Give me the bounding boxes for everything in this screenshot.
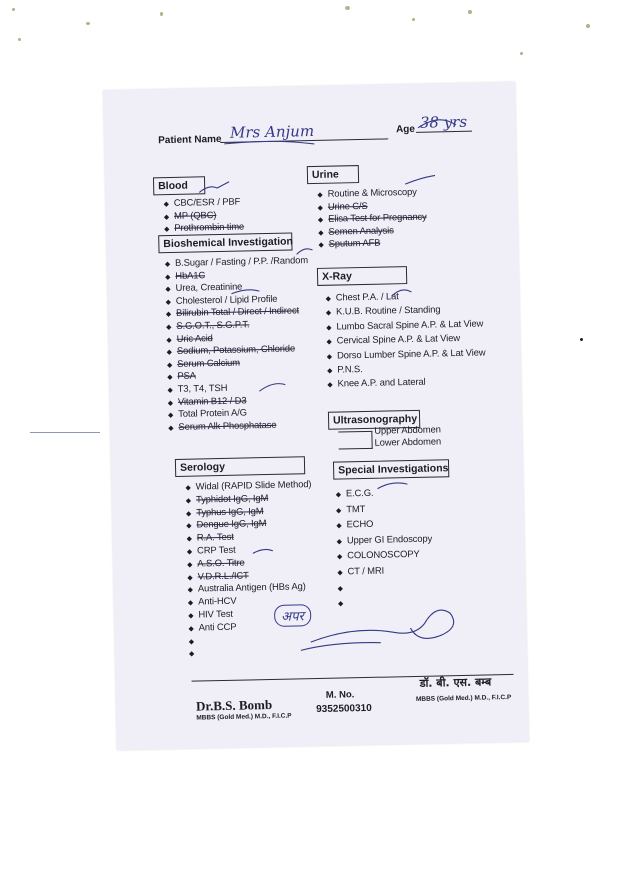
- serology-item-label: Anti-HCV: [198, 594, 237, 607]
- diamond-bullet-icon: ◆: [188, 650, 195, 659]
- biochem-item-label: Bilirubin Total / Direct / Indirect: [175, 304, 300, 319]
- xray-item-label: Lumbo Sacral Spine A.P. & Lat View: [336, 317, 484, 332]
- diamond-bullet-icon: ◆: [326, 367, 333, 375]
- prescription-sheet: [103, 82, 529, 750]
- serology-item-label: Typhidot IgG, IgM: [195, 491, 269, 505]
- blood-item-label: Prothrombin time: [174, 220, 245, 233]
- biochem-item-label: S.G.O.T., S.G.P.T.: [176, 318, 250, 331]
- urine-item-label: Semen Analysis: [328, 223, 394, 237]
- diamond-bullet-icon: ◆: [167, 386, 173, 395]
- diamond-bullet-icon: ◆: [168, 424, 174, 432]
- special-item-label: Upper GI Endoscopy: [346, 532, 433, 546]
- xray-item-label: P.N.S.: [337, 363, 363, 375]
- diamond-bullet-icon: ◆: [165, 286, 171, 294]
- ecg-tick-scribble: [377, 483, 407, 489]
- urine-tick-scribble: [405, 175, 435, 184]
- scan-speck: [160, 12, 163, 16]
- diamond-bullet-icon: ◆: [185, 510, 192, 518]
- serology-item-label: HIV Test: [198, 607, 233, 620]
- biochem-item-label: HbA1C: [175, 268, 206, 281]
- diamond-bullet-icon: ◆: [335, 507, 342, 515]
- diamond-bullet-icon: ◆: [163, 213, 170, 221]
- biochem-item-label: T3, T4, TSH: [177, 381, 228, 394]
- tsh-tick-scribble: [259, 383, 285, 391]
- xray-item-label: Knee A.P. and Lateral: [337, 376, 426, 389]
- diamond-bullet-icon: ◆: [164, 261, 171, 269]
- doctor-name-hindi: डॉ. बी. एस. बम्ब: [419, 675, 492, 690]
- diamond-bullet-icon: ◆: [188, 625, 194, 633]
- serology-item-label: Anti CCP: [198, 620, 237, 633]
- biochem-item-label: Vitamin B12 / D3: [177, 394, 247, 407]
- biochem-item-label: Cholesterol / Lipid Profile: [175, 292, 278, 306]
- diamond-bullet-icon: ◆: [163, 226, 170, 234]
- doctor-qualification: MBBS (Gold Med.) M.D., F.I.C.P: [196, 712, 292, 722]
- diamond-bullet-icon: ◆: [165, 311, 172, 319]
- xray-item-label: Dorso Lumber Spine A.P. & Lat View: [336, 346, 486, 361]
- age-label: Age: [395, 123, 416, 136]
- diamond-bullet-icon: ◆: [325, 310, 332, 318]
- urine-item-label: Urine C/S: [327, 199, 368, 212]
- biochem-item-label: Serum Calcium: [177, 356, 241, 369]
- special-item-label: TMT: [346, 502, 366, 514]
- usg-lower-abdomen: Lower Abdomen: [374, 435, 442, 448]
- signature-tail: [301, 642, 381, 650]
- special-item-label: E.C.G.: [345, 486, 374, 499]
- diamond-bullet-icon: ◆: [317, 204, 324, 212]
- diamond-bullet-icon: ◆: [165, 298, 171, 306]
- urine-item-label: Elisa Test for Pregnancy: [328, 210, 427, 224]
- scan-speck: [586, 24, 590, 28]
- biochem-section-title: Bioshemical Investigation: [158, 232, 292, 253]
- blood-section-title: Blood: [153, 176, 205, 195]
- diamond-bullet-icon: ◆: [335, 491, 342, 499]
- name-underline-scribble: [224, 140, 314, 145]
- diamond-bullet-icon: ◆: [187, 599, 194, 607]
- urine-item-label: Sputum AFB: [328, 236, 381, 249]
- special-section-title: Special Investigations: [333, 459, 449, 479]
- signature: [310, 610, 454, 642]
- age-value: 38 yrs: [419, 112, 468, 132]
- scan-line: [30, 432, 100, 433]
- blood-tick-scribble: [199, 182, 229, 193]
- xray-tick-scribble: [391, 290, 411, 297]
- biochem-item-label: Urea, Creatinine: [175, 280, 243, 294]
- scan-speck: [86, 22, 90, 25]
- diamond-bullet-icon: ◆: [187, 561, 193, 569]
- scan-speck: [412, 18, 415, 21]
- doctor-name: Dr.B.S. Bomb: [195, 696, 273, 714]
- serology-item-label: Widal (RAPID Slide Method): [195, 478, 312, 492]
- diamond-bullet-icon: ◆: [185, 497, 192, 505]
- diamond-bullet-icon: ◆: [318, 241, 324, 249]
- diamond-bullet-icon: ◆: [326, 338, 332, 346]
- diamond-bullet-icon: ◆: [167, 374, 173, 382]
- biochem-item-label: PSA: [177, 369, 197, 382]
- diamond-bullet-icon: ◆: [337, 585, 343, 593]
- diamond-bullet-icon: ◆: [336, 553, 343, 561]
- diamond-bullet-icon: ◆: [187, 574, 193, 582]
- diamond-bullet-icon: ◆: [337, 600, 344, 608]
- diamond-bullet-icon: ◆: [327, 382, 333, 390]
- handwritten-note: अपर: [274, 604, 311, 627]
- usg-upper-abdomen: Upper Abdomen: [374, 423, 441, 436]
- diamond-bullet-icon: ◆: [167, 412, 174, 420]
- biochem-item-label: Sodium, Potassium, Chloride: [176, 342, 296, 357]
- mobile-label: M. No.: [325, 689, 355, 701]
- diamond-bullet-icon: ◆: [166, 336, 172, 344]
- xray-item-label: Chest P.A. / Lat: [335, 290, 399, 303]
- diamond-bullet-icon: ◆: [186, 535, 192, 543]
- usg-section-title: Ultrasonography: [328, 410, 420, 430]
- serology-section-title: Serology: [175, 456, 305, 477]
- urea-tick-scribble: [231, 290, 259, 294]
- xray-item-label: Cervical Spine A.P. & Lat View: [336, 332, 461, 346]
- scan-speck: [345, 6, 350, 10]
- special-item-label: CT / MRI: [347, 564, 385, 577]
- diamond-bullet-icon: ◆: [326, 324, 332, 332]
- serology-item-label: R.A. Test: [196, 530, 234, 543]
- biochem-item-label: Total Protein A/G: [178, 406, 247, 420]
- diamond-bullet-icon: ◆: [166, 349, 173, 357]
- biochem-item-label: Serum Alk Phosphatase: [178, 418, 277, 432]
- blood-item-label: CBC/ESR / PBF: [173, 195, 241, 208]
- diamond-bullet-icon: ◆: [167, 399, 174, 407]
- scan-speck: [12, 8, 15, 11]
- diamond-bullet-icon: ◆: [188, 638, 195, 646]
- diamond-bullet-icon: ◆: [317, 216, 324, 224]
- diamond-bullet-icon: ◆: [186, 548, 193, 556]
- biochem-tick-scribble: [296, 249, 312, 255]
- xray-item-label: K.U.B. Routine / Standing: [335, 303, 441, 317]
- diamond-bullet-icon: ◆: [336, 522, 342, 530]
- serology-item-label: Typhus IgG, IgM: [196, 504, 264, 518]
- scan-speck: [580, 338, 583, 341]
- diamond-bullet-icon: ◆: [326, 353, 333, 361]
- doctor-qualification-right: MBBS (Gold Med.) M.D., F.I.C.P: [415, 693, 512, 703]
- serology-item-label: CRP Test: [196, 543, 236, 556]
- serology-item-label: Australia Antigen (HBs Ag): [197, 580, 306, 594]
- diamond-bullet-icon: ◆: [187, 587, 193, 595]
- ink-annotations: [103, 82, 529, 750]
- diamond-bullet-icon: ◆: [337, 569, 343, 577]
- diamond-bullet-icon: ◆: [336, 538, 343, 546]
- scan-speck: [468, 10, 472, 14]
- scan-speck: [520, 52, 523, 55]
- diamond-bullet-icon: ◆: [317, 191, 323, 199]
- diamond-bullet-icon: ◆: [325, 295, 331, 303]
- crp-tick-scribble: [253, 549, 273, 553]
- urine-item-label: Routine & Microscopy: [327, 185, 417, 199]
- patient-name-label: Patient Name: [158, 133, 222, 147]
- patient-name-value: Mrs Anjum: [229, 121, 315, 142]
- urine-section-title: Urine: [307, 165, 359, 184]
- diamond-bullet-icon: ◆: [188, 612, 194, 620]
- xray-section-title: X-Ray: [317, 266, 407, 286]
- serology-item-label: V.D.R.L./ICT: [197, 569, 249, 582]
- diamond-bullet-icon: ◆: [164, 273, 171, 281]
- diamond-bullet-icon: ◆: [318, 229, 324, 237]
- special-item-label: ECHO: [346, 518, 374, 530]
- diamond-bullet-icon: ◆: [166, 324, 172, 332]
- scan-speck: [18, 38, 21, 41]
- age-scribble: [418, 119, 456, 127]
- biochem-item-label: Uric Acid: [176, 331, 213, 344]
- special-item-label: COLONOSCOPY: [347, 548, 420, 561]
- diamond-bullet-icon: ◆: [166, 361, 173, 369]
- blood-item-label: MP (QBC): [173, 208, 217, 221]
- diamond-bullet-icon: ◆: [186, 523, 192, 531]
- mobile-number: 9352500310: [316, 702, 372, 716]
- biochem-item-label: B.Sugar / Fasting / P.P. /Random: [174, 254, 309, 268]
- serology-item-label: A.S.O. Titre: [197, 556, 245, 569]
- diamond-bullet-icon: ◆: [185, 484, 191, 492]
- diamond-bullet-icon: ◆: [163, 201, 169, 209]
- serology-item-label: Dengue IgG, IgM: [196, 517, 267, 530]
